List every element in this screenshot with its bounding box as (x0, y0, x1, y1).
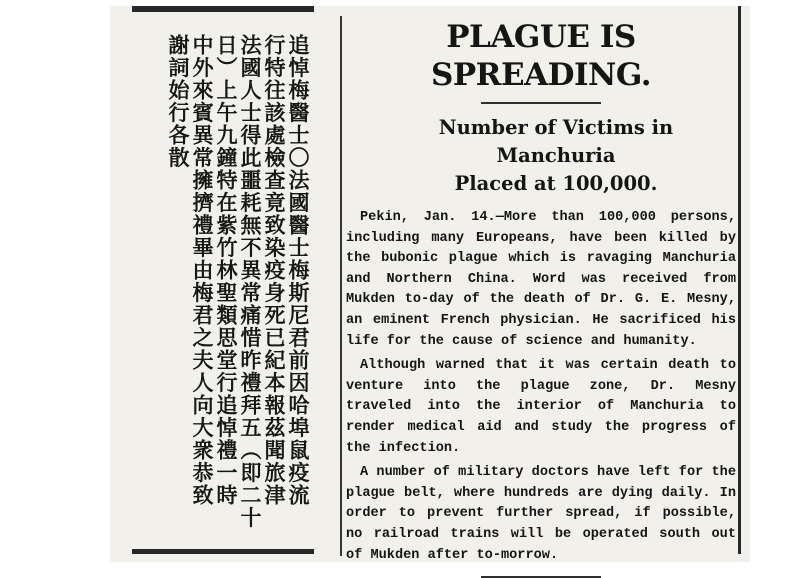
chinese-column-6: 謝詞始行各散 (166, 34, 190, 169)
subheadline-line-2: Placed at 100,000. (454, 172, 658, 195)
newspaper-clipping (110, 6, 750, 562)
article-paragraph-3: A number of military doctors have left for the plague belt, where hundreds are dying daily. In order to prevent further spread, if possible, no railroad trains will be operated south out of Mukden after to-morrow. (346, 465, 736, 563)
article-paragraph-2: Although warned that it was certain death to venture into the plague zone, Dr. Mesny traveled into the interior of Manchuria to render medical aid and study the progress of the infection. (346, 358, 736, 456)
chinese-article (132, 6, 314, 562)
headline: PLAGUE IS SPREADING. (430, 19, 652, 93)
right-column-rule (738, 6, 741, 554)
column-divider (340, 16, 342, 556)
headline-rule (481, 102, 601, 104)
article-paragraph-1: Pekin, Jan. 14.—More than 100,000 persons, including many Europeans, have been killed by the bubonic plague which is ravaging Manchuria and Northern China. Word was received from Mukden to-day of the death of Dr. G. E. Mesny, an eminent French physician. He sacrificed his life for the cause of science and humanity. (346, 210, 736, 349)
chinese-column-4: 日）上午九鐘特在紫竹林聖類思堂行追悼禮一時 (214, 34, 238, 507)
english-article (346, 16, 736, 563)
chinese-column-3: 法國人士得此噩耗無不異常痛惜昨禮拜五（即二十 (238, 34, 262, 529)
chinese-article-text (166, 34, 310, 549)
chinese-column-1: 追悼梅醫士〇法國醫士梅斯尼君前因哈埠鼠疫流 (286, 34, 310, 507)
subheadline-line-1: Number of Victims in Manchuria (438, 116, 674, 167)
chinese-bottom-rule (132, 549, 314, 554)
chinese-column-5: 中外來賓異常擁擠禮畢由梅君之夫人向大衆恭致 (190, 34, 214, 507)
chinese-column-2: 行特往該處檢查竟致染疫身死已紀本報茲聞旅津 (262, 34, 286, 507)
